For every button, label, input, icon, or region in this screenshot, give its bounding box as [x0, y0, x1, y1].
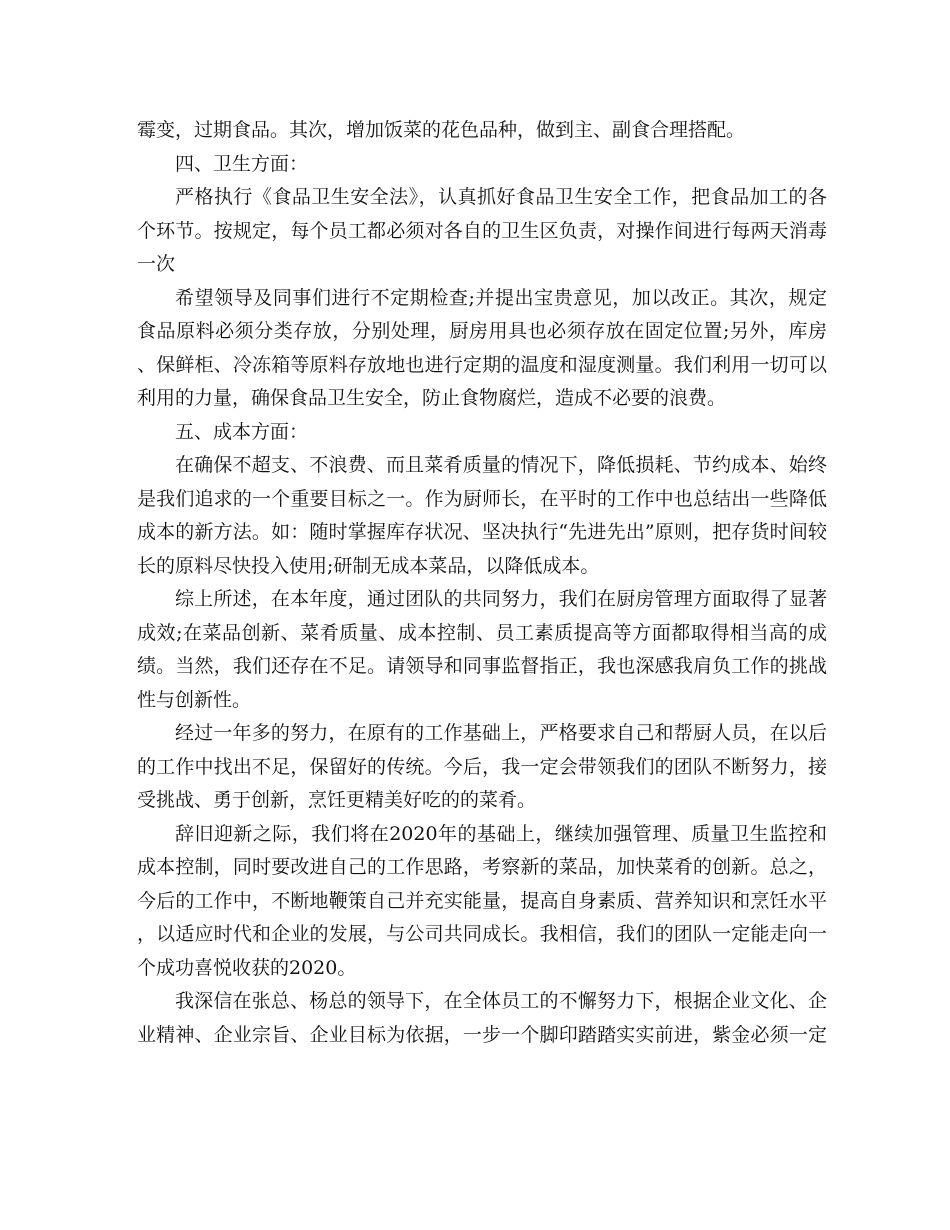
paragraph-summary: 综上所述，在本年度，通过团队的共同努力，我们在厨房管理方面取得了显著成效;在菜品创新、菜肴质量、成本控制、员工素质提高等方面都取得相当高的成绩。当然，我们还存在不足。请领导和同事监督指正，我也深感我肩负工作的挑战性与创新性。 — [137, 588, 827, 711]
section-heading-hygiene: 四、卫生方面： — [175, 152, 309, 175]
paragraph-inspection: 希望领导及同事们进行不定期检查;并提出宝贵意见，加以改正。其次，规定食品原料必须分类存放，分别处理，厨房用具也必须存放在固定位置;另外，库房、保鲜柜、冷冻箱等原料存放地也进行定期的温度和湿度测量。我们利用一切可以利用的力量，确保食品卫生安全，防止食物腐烂，造成不必要的浪费。 — [137, 286, 827, 409]
paragraph-conviction: 我深信在张总、杨总的领导下，在全体员工的不懈努力下，根据企业文化、企业精神、企业宗旨、企业目标为依据，一步一个脚印踏踏实实前进，紫金必须一定 — [137, 990, 827, 1046]
paragraph-new-year: 辞旧迎新之际，我们将在2020年的基础上，继续加强管理、质量卫生监控和成本控制，同时要改进自己的工作思路，考察新的菜品，加快菜肴的创新。总之，今后的工作中，不断地鞭策自己并充实能量，提高自身素质、营养知识和烹饪水平，以适应时代和企业的发展，与公司共同成长。我相信，我们的团队一定能走向一个成功喜悦收获的2020。 — [137, 822, 827, 979]
section-heading-cost: 五、成本方面： — [175, 420, 309, 443]
paragraph-hygiene-law: 严格执行《食品卫生安全法》，认真抓好食品卫生安全工作，把食品加工的各个环节。按规定，每个员工都必须对各自的卫生区负责，对操作间进行每两天消毒一次 — [137, 186, 827, 275]
paragraph-continuation: 霉变，过期食品。其次，增加饭菜的花色品种，做到主、副食合理搭配。 — [137, 119, 746, 141]
paragraph-effort: 经过一年多的努力，在原有的工作基础上，严格要求自己和帮厨人员，在以后的工作中找出不足，保留好的传统。今后，我一定会带领我们的团队不断努力，接受挑战、勇于创新，烹饪更精美好吃的的菜肴。 — [137, 722, 827, 811]
document-body — [137, 114, 827, 1052]
paragraph-cost-control: 在确保不超支、不浪费、而且菜肴质量的情况下，降低损耗、节约成本、始终是我们追求的一个重要目标之一。作为厨师长，在平时的工作中也总结出一些降低成本的新方法。如：随时掌握库存状况、坚决执行“先进先出”原则，把存货时间较长的原料尽快投入使用;研制无成本菜品，以降低成本。 — [137, 454, 827, 577]
